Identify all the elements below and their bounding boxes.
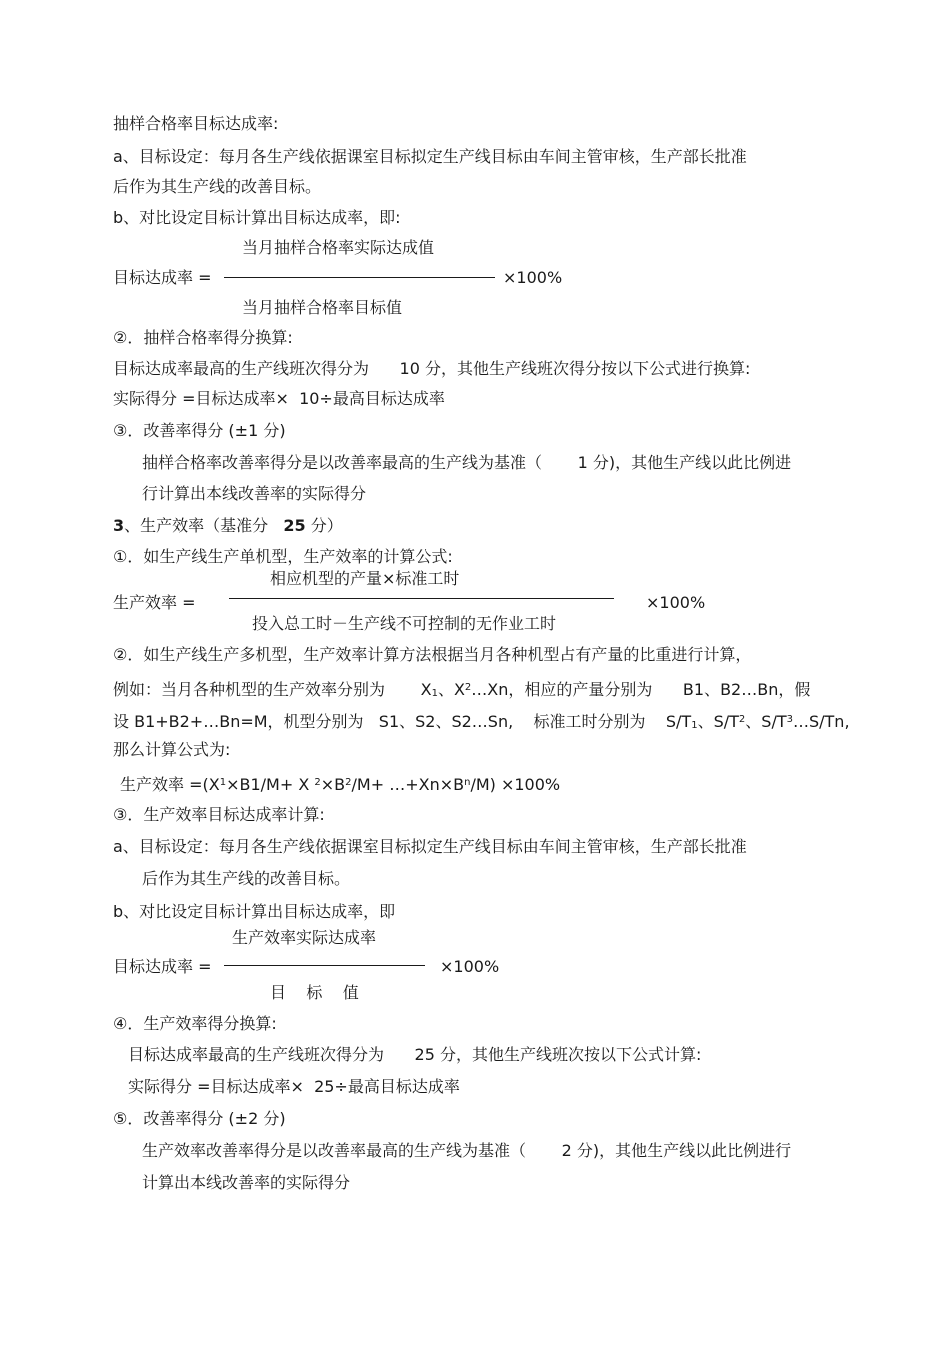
section-heading: ②．抽样合格率得分换算: (113, 328, 293, 347)
section-heading: ③．生产效率目标达成率计算: (113, 805, 325, 824)
formula-lhs: 目标达成率 = (113, 268, 212, 287)
paragraph-line: 实际得分 =目标达成率× 25÷最高目标达成率 (128, 1077, 460, 1096)
subscript: 1 (691, 720, 698, 731)
text-run: ×B1/M+ X (226, 775, 315, 794)
section-heading: ④．生产效率得分换算: (113, 1014, 277, 1033)
paragraph-line: 目标达成率最高的生产线班次得分为 25 分，其他生产线班次按以下公式计算: (128, 1045, 702, 1064)
section-heading: 抽样合格率目标达成率: (113, 114, 279, 133)
section-heading: ①．如生产线生产单机型，生产效率的计算公式: (113, 547, 453, 566)
paragraph-line (113, 678, 810, 704)
paragraph-line: b、对比设定目标计算出目标达成率，即 (113, 902, 396, 921)
paragraph-line: 那么计算公式为: (113, 740, 231, 759)
text-run: ×B (320, 775, 346, 794)
paragraph-line: a、目标设定：每月各生产线依据课室目标拟定生产线目标由车间主管审核，生产部长批准 (113, 147, 747, 166)
paragraph-line: 计算出本线改善率的实际得分 (142, 1173, 351, 1192)
chapter-heading (113, 516, 343, 536)
paragraph-line: 后作为其生产线的改善目标。 (142, 869, 351, 888)
formula-denominator: 投入总工时－生产线不可控制的无作业工时 (252, 614, 557, 633)
formula-numerator: 生产效率实际达成率 (232, 928, 377, 947)
fraction-bar (224, 965, 425, 966)
formula-lhs: 生产效率 = (113, 593, 196, 612)
superscript: 2 (314, 777, 321, 788)
superscript: 1 (219, 777, 227, 788)
superscript: 2 (345, 777, 352, 788)
paragraph-line: 后作为其生产线的改善目标。 (113, 177, 322, 196)
text-run: 设 B1+B2+…Bn=M，机型分别为 S1、S2、S2…Sn, 标准工时分别为 S/T (113, 712, 692, 731)
paragraph-line: 抽样合格率改善率得分是以改善率最高的生产线为基准（ 1 分)，其他生产线以此比例进 (142, 453, 792, 472)
text-run: …Xn，相应的产量分别为 B1、B2…Bn，假 (471, 680, 811, 699)
formula-denominator: 当月抽样合格率目标值 (242, 298, 403, 317)
fraction-bar (224, 277, 495, 278)
section-heading: ⑤．改善率得分 (±2 分) (113, 1109, 286, 1128)
chapter-title: 、生产效率（基准分 (124, 516, 284, 535)
text-run: …S/Tn, (792, 712, 850, 731)
subscript: 1 (431, 688, 438, 699)
text-run: 、S/T (745, 712, 787, 731)
formula-lhs: 目标达成率 = (113, 957, 212, 976)
paragraph-line: 实际得分 =目标达成率× 10÷最高目标达成率 (113, 389, 445, 408)
formula-numerator: 当月抽样合格率实际达成值 (242, 238, 435, 257)
formula-multiplier: ×100% (646, 593, 706, 612)
formula-line (120, 773, 560, 795)
fraction-bar (229, 598, 614, 599)
superscript: 3 (786, 714, 793, 725)
superscript: 2 (738, 714, 746, 725)
paragraph-line: a、目标设定：每月各生产线依据课室目标拟定生产线目标由车间主管审核，生产部长批准 (113, 837, 747, 856)
chapter-score: 25 (283, 516, 306, 535)
paragraph-line (113, 710, 850, 736)
text-run: 、S/T (697, 712, 739, 731)
formula-multiplier: ×100% (503, 268, 563, 287)
formula-multiplier: ×100% (440, 957, 500, 976)
formula-denominator: 目 标 值 (270, 983, 359, 1002)
paragraph-line: 目标达成率最高的生产线班次得分为 10 分，其他生产线班次得分按以下公式进行换算: (113, 359, 751, 378)
paragraph-line: b、对比设定目标计算出目标达成率，即: (113, 208, 401, 227)
chapter-number: 3 (113, 516, 125, 535)
text-run: /M+ …+Xn×B (351, 775, 465, 794)
section-heading: ③．改善率得分 (±1 分) (113, 421, 286, 440)
text-run: 生产效率 =(X (120, 775, 220, 794)
text-run: /M) ×100% (470, 775, 561, 794)
paragraph-line: 行计算出本线改善率的实际得分 (142, 484, 367, 503)
paragraph-line: 生产效率改善率得分是以改善率最高的生产线为基准（ 2 分)，其他生产线以此比例进行 (142, 1141, 792, 1160)
paragraph-line: ②．如生产线生产多机型，生产效率计算方法根据当月各种机型占有产量的比重进行计算， (113, 645, 752, 664)
chapter-title-end: 分） (305, 516, 343, 535)
superscript: n (464, 777, 471, 788)
text-run: 、X (437, 680, 465, 699)
superscript: 2 (464, 682, 472, 693)
text-run: 例如：当月各种机型的生产效率分别为 X (113, 680, 432, 699)
formula-numerator: 相应机型的产量×标准工时 (270, 569, 460, 588)
